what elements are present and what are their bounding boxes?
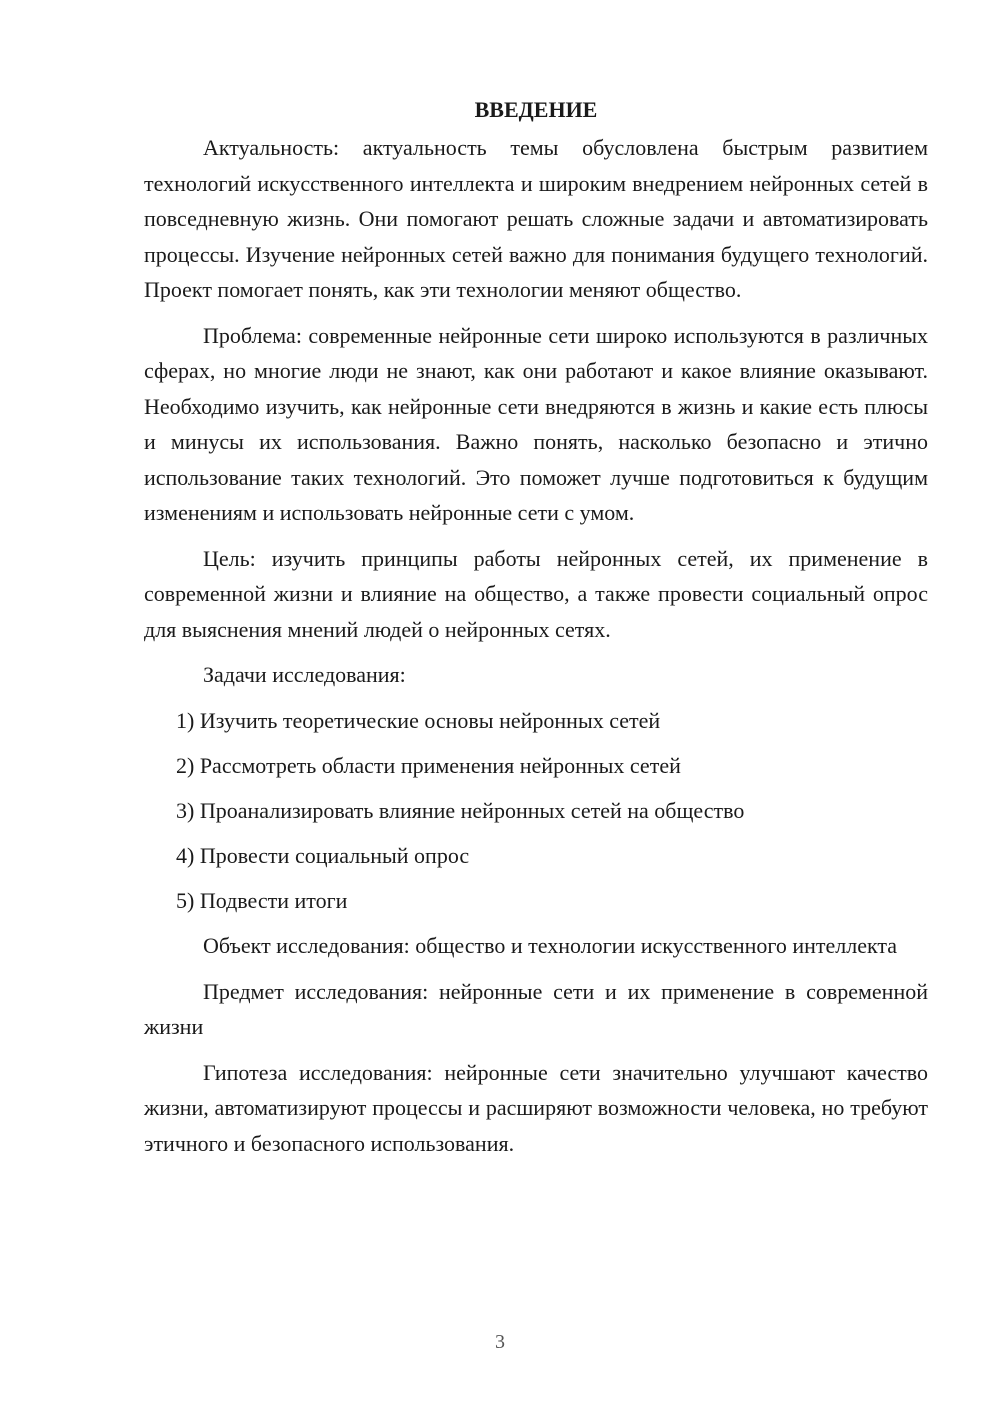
tasks-list [144,703,928,919]
subject-paragraph: Предмет исследования: нейронные сети и их применение в современной жизни [144,978,928,1039]
page-title: ВВЕДЕНИЕ [474,97,598,122]
object-paragraph: Объект исследования: общество и технологии искусственного интеллекта [203,933,898,958]
page-number: 3 [495,1331,505,1353]
goal-paragraph: Цель: изучить принципы работы нейронных сетей, их применение в современной жизни и влияние на общество, а также провести социальный опрос для выяснения мнений людей о нейронных сетях. [144,545,928,642]
problem-paragraph: Проблема: современные нейронные сети широко используются в различных сферах, но многие люди не знают, как они работают и какое влияние оказывают. Необходимо изучить, как нейронные сети внедряются в жизнь и какие есть плюсы и минусы их использования. Важно понять, насколько безопасно и этично использование таких технологий. Это поможет лучше подготовиться к будущим изменениям и использовать нейронные сети с умом. [144,322,928,525]
list-item: 5) Подвести итоги [176,887,348,913]
document-page [144,92,928,1171]
relevance-paragraph: Актуальность: актуальность темы обусловлена быстрым развитием технологий искусственного интеллекта и широким внедрением нейронных сетей в повседневную жизнь. Они помогают решать сложные задачи и автоматизировать процессы. Изучение нейронных сетей важно для понимания будущего технологий. Проект помогает понять, как эти технологии меняют общество. [144,135,928,302]
list-item: 1) Изучить теоретические основы нейронных сетей [176,707,661,733]
hypothesis-paragraph: Гипотеза исследования: нейронные сети значительно улучшают качество жизни, автоматизируют процессы и расширяют возможности человека, но требуют этичного и безопасного использования. [144,1059,928,1156]
list-item: 2) Рассмотреть области применения нейронных сетей [176,752,681,778]
tasks-heading: Задачи исследования: [203,662,406,687]
list-item: 3) Проанализировать влияние нейронных сетей на общество [176,797,745,823]
list-item: 4) Провести социальный опрос [176,842,470,868]
